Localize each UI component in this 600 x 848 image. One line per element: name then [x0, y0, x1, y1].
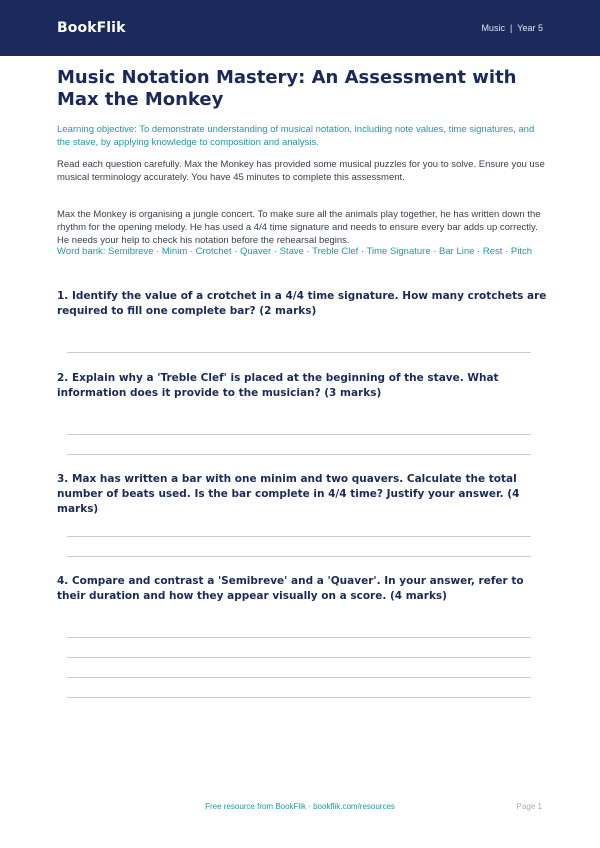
answer-line-q3-2[interactable]	[67, 556, 531, 557]
question-4: 4. Compare and contrast a 'Semibreve' and a 'Quaver'. In your answer, refer to their duration and how they appear visually on a score. (4 marks)	[57, 575, 524, 602]
question-2: 2. Explain why a 'Treble Clef' is placed at the beginning of the stave. What information does it provide to the musician? (3 marks)	[57, 372, 499, 399]
answer-line-q1-1[interactable]	[67, 352, 531, 353]
intro-scenario: Max the Monkey is organising a jungle concert. To make sure all the animals play together, he has written down the rhythm for the opening melody. He has used a 4/4 time signature and needs to ensure every bar adds up correctly. He needs your help to check his notation before the rehearsal begins.	[57, 209, 541, 246]
year-label: Year 5	[517, 23, 543, 33]
footer-resource-link[interactable]: Free resource from BookFlik · bookflik.com/resources	[205, 802, 395, 811]
question-1: 1. Identify the value of a crotchet in a 4/4 time signature. How many crotchets are required to fill one complete bar? (2 marks)	[57, 290, 547, 317]
answer-line-q3-1[interactable]	[67, 536, 531, 537]
page-number: Page 1	[516, 802, 542, 811]
question-3: 3. Max has written a bar with one minim and two quavers. Calculate the total number of beats used. Is the bar complete in 4/4 time? Justify your answer. (4 marks)	[57, 473, 520, 515]
word-bank: Word bank: Semibreve · Minim · Crotchet · Quaver · Stave · Treble Clef · Time Signature · Bar Line · Rest · Pitch	[57, 246, 532, 257]
subject-label: Music	[481, 23, 505, 33]
answer-line-q4-1[interactable]	[67, 637, 531, 638]
answer-line-q2-1[interactable]	[67, 434, 531, 435]
subject-year-label	[481, 23, 543, 33]
brand-logo-text: BookFlik	[57, 20, 126, 36]
page-header	[0, 0, 600, 56]
answer-line-q4-3[interactable]	[67, 677, 531, 678]
answer-line-q4-2[interactable]	[67, 657, 531, 658]
learning-objective: Learning objective: To demonstrate understanding of musical notation, including note values, time signatures, and the stave, by applying knowledge to composition and analysis.	[57, 124, 535, 148]
header-separator: |	[509, 23, 513, 33]
answer-line-q2-2[interactable]	[67, 454, 531, 455]
page-title: Music Notation Mastery: An Assessment with Max the Monkey	[57, 67, 517, 110]
answer-line-q4-4[interactable]	[67, 697, 531, 698]
intro-instructions: Read each question carefully. Max the Monkey has provided some musical puzzles for you to solve. Ensure you use musical terminology accurately. You have 45 minutes to complete this assessment.	[57, 159, 545, 183]
